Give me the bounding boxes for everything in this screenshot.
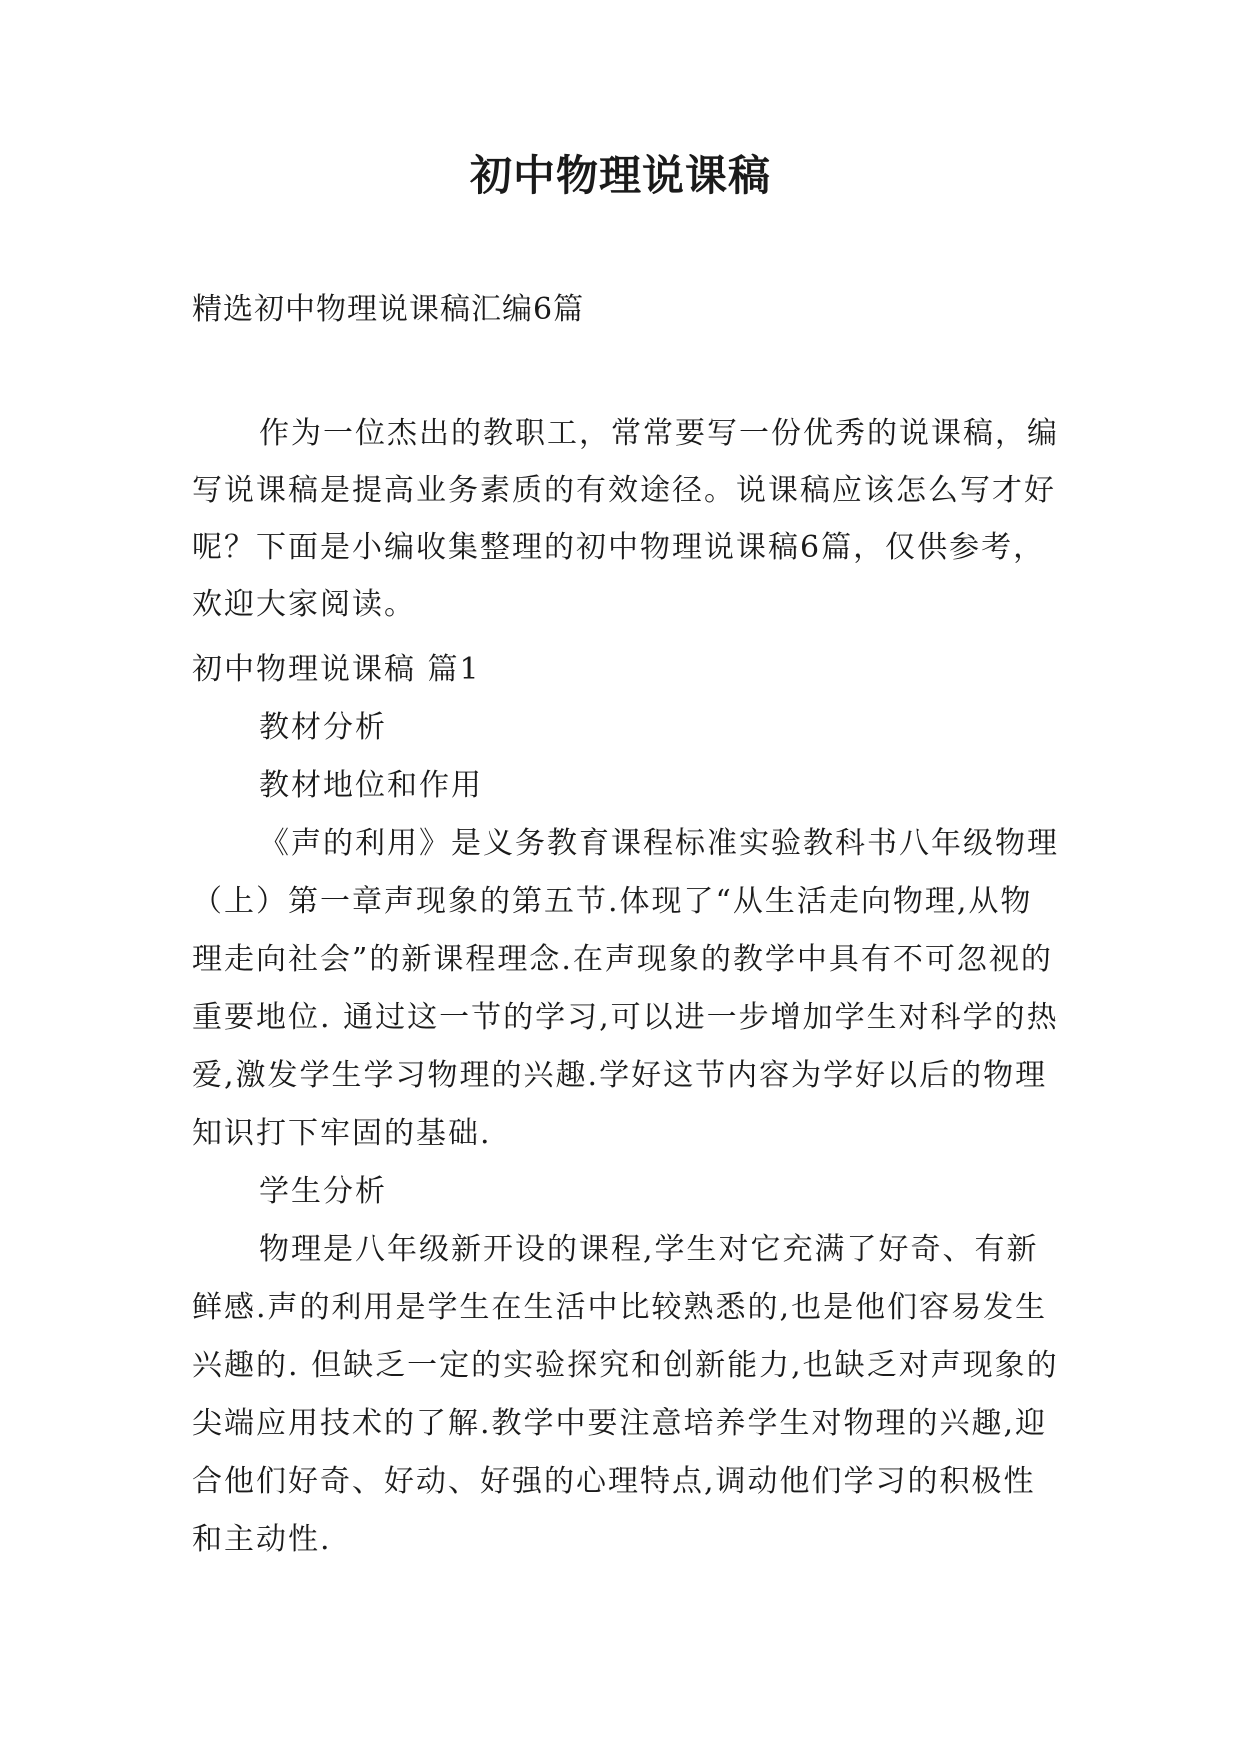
subheading-student-analysis: 学生分析 bbox=[259, 1174, 387, 1209]
page-title: 初中物理说课稿 bbox=[469, 151, 771, 200]
section-1 bbox=[192, 641, 1062, 1569]
paragraph-student-analysis: 物理是八年级新开设的课程,学生对它充满了好奇、有新鲜感.声的利用是学生在生活中比较熟悉的,也是他们容易发生兴趣的. 但缺乏一定的实验探究和创新能力,也缺乏对声现象的尖端应用技术的了解.教学中要注意培养学生对物理的兴趣,迎合他们好奇、好动、好强的心理特点,调动他们学习的积极性和主动性. bbox=[192, 1232, 1059, 1557]
document-subtitle: 精选初中物理说课稿汇编6篇 bbox=[192, 292, 585, 327]
subheading-textbook-analysis: 教材分析 bbox=[259, 710, 387, 745]
paragraph-textbook-role: 《声的利用》是义务教育课程标准实验教科书八年级物理（上）第一章声现象的第五节.体现了“从生活走向物理,从物理走向社会”的新课程理念.在声现象的教学中具有不可忽视的重要地位. 通过这一节的学习,可以进一步增加学生对科学的热爱,激发学生学习物理的兴趣.学好这节内容为学好以后的物理知识打下牢固的基础. bbox=[192, 826, 1059, 1151]
section-heading: 初中物理说课稿 篇1 bbox=[192, 652, 481, 687]
subheading-textbook-role: 教材地位和作用 bbox=[259, 768, 483, 803]
intro-paragraph: 作为一位杰出的教职工，常常要写一份优秀的说课稿，编写说课稿是提高业务素质的有效途径。说课稿应该怎么写才好呢？下面是小编收集整理的初中物理说课稿6篇，仅供参考，欢迎大家阅读。 bbox=[192, 416, 1059, 622]
